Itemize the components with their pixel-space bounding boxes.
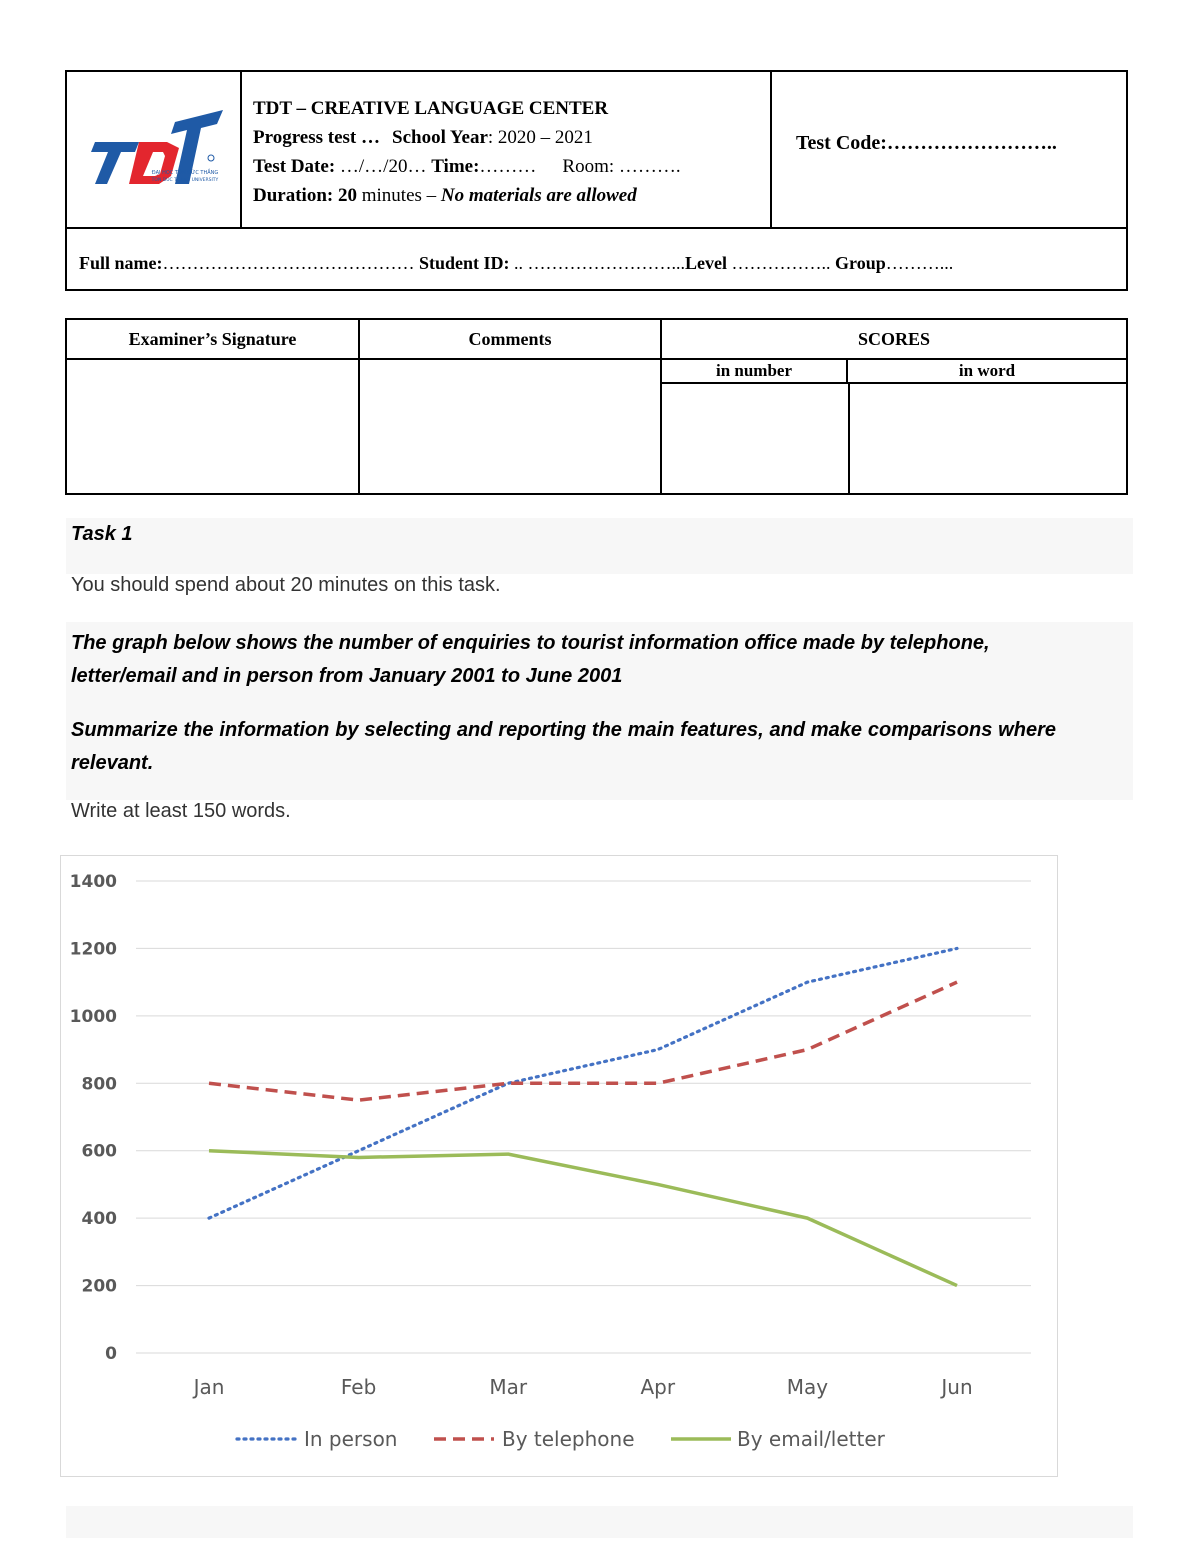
task-instructions: Summarize the information by selecting and reporting the main features, and make comparisons where relevant. [71,719,1056,774]
x-tick-label: Feb [340,1375,377,1399]
y-tick-label: 1200 [69,939,117,960]
task-time-note: You should spend about 20 minutes on this task. [71,574,501,596]
legend-label: By email/letter [737,1427,885,1451]
logo-subtitle-2: TON DUC THANG UNIVERSITY [151,178,219,183]
group-field[interactable]: ………... [885,253,954,273]
task-description: The graph below shows the number of enquiries to tourist information office made by telephone, letter/email and in person from January 2001 to June 2001 [71,632,990,687]
full-name-label: Full name: [79,253,163,273]
comments-column [360,320,662,493]
y-tick-label: 0 [105,1344,117,1364]
bottom-bg [66,1506,1133,1538]
comments-header: Comments [360,320,660,360]
level-field[interactable]: …………….. [731,253,836,273]
in-word-header: in word [848,360,1126,384]
student-id-field[interactable]: .. ……………………... [514,253,686,273]
level-label: Level [685,253,728,273]
y-tick-label: 1400 [69,872,117,892]
chart-svg [61,856,1059,1478]
score-divider [848,384,850,493]
task-title: Task 1 [71,523,133,545]
x-tick-label: Jan [193,1375,225,1399]
scores-table [65,318,1128,495]
full-name-field[interactable]: …………………………………… [162,253,415,273]
series-line-by-telephone [209,982,957,1100]
y-tick-label: 600 [81,1141,117,1162]
examiner-header: Examiner’s Signature [67,320,358,360]
y-tick-label: 200 [81,1276,117,1297]
x-tick-label: Apr [640,1375,676,1399]
y-tick-label: 400 [81,1209,117,1230]
word-count-note: Write at least 150 words. [71,800,291,822]
x-tick-label: May [786,1375,829,1399]
legend-label: By telephone [502,1427,635,1451]
student-info-row [67,229,1126,289]
duration-line: Duration: 20 minutes – No materials are allowed [253,185,637,206]
test-info-cell [242,72,772,227]
header-table [65,70,1128,291]
group-label: Group [835,253,886,273]
examiner-column [67,320,360,493]
date-line: Test Date: …/…/20… Time:……… Room: ………. [253,156,681,177]
scores-column [662,320,1126,493]
y-tick-label: 1000 [69,1006,117,1027]
legend-label: In person [304,1427,398,1451]
x-tick-label: Jun [941,1375,973,1399]
test-code-cell [772,72,1126,227]
scores-header: SCORES [662,320,1126,360]
in-number-header: in number [662,360,848,384]
student-id-label: Student ID: [419,253,510,273]
center-name: TDT – CREATIVE LANGUAGE CENTER [253,98,609,119]
tdt-logo [67,72,242,227]
header-top-row [67,72,1126,229]
logo-subtitle-1: ĐẠI HỌC TÔN ĐỨC THẮNG [151,170,219,176]
x-tick-label: Mar [489,1375,528,1399]
y-tick-label: 800 [81,1074,117,1095]
progress-line: Progress test … School Year: 2020 – 2021 [253,127,593,148]
line-chart [60,855,1058,1477]
logo-cell [67,72,242,227]
task-title-bg [66,518,1133,574]
test-code: Test Code:…………………….. [796,132,1057,154]
